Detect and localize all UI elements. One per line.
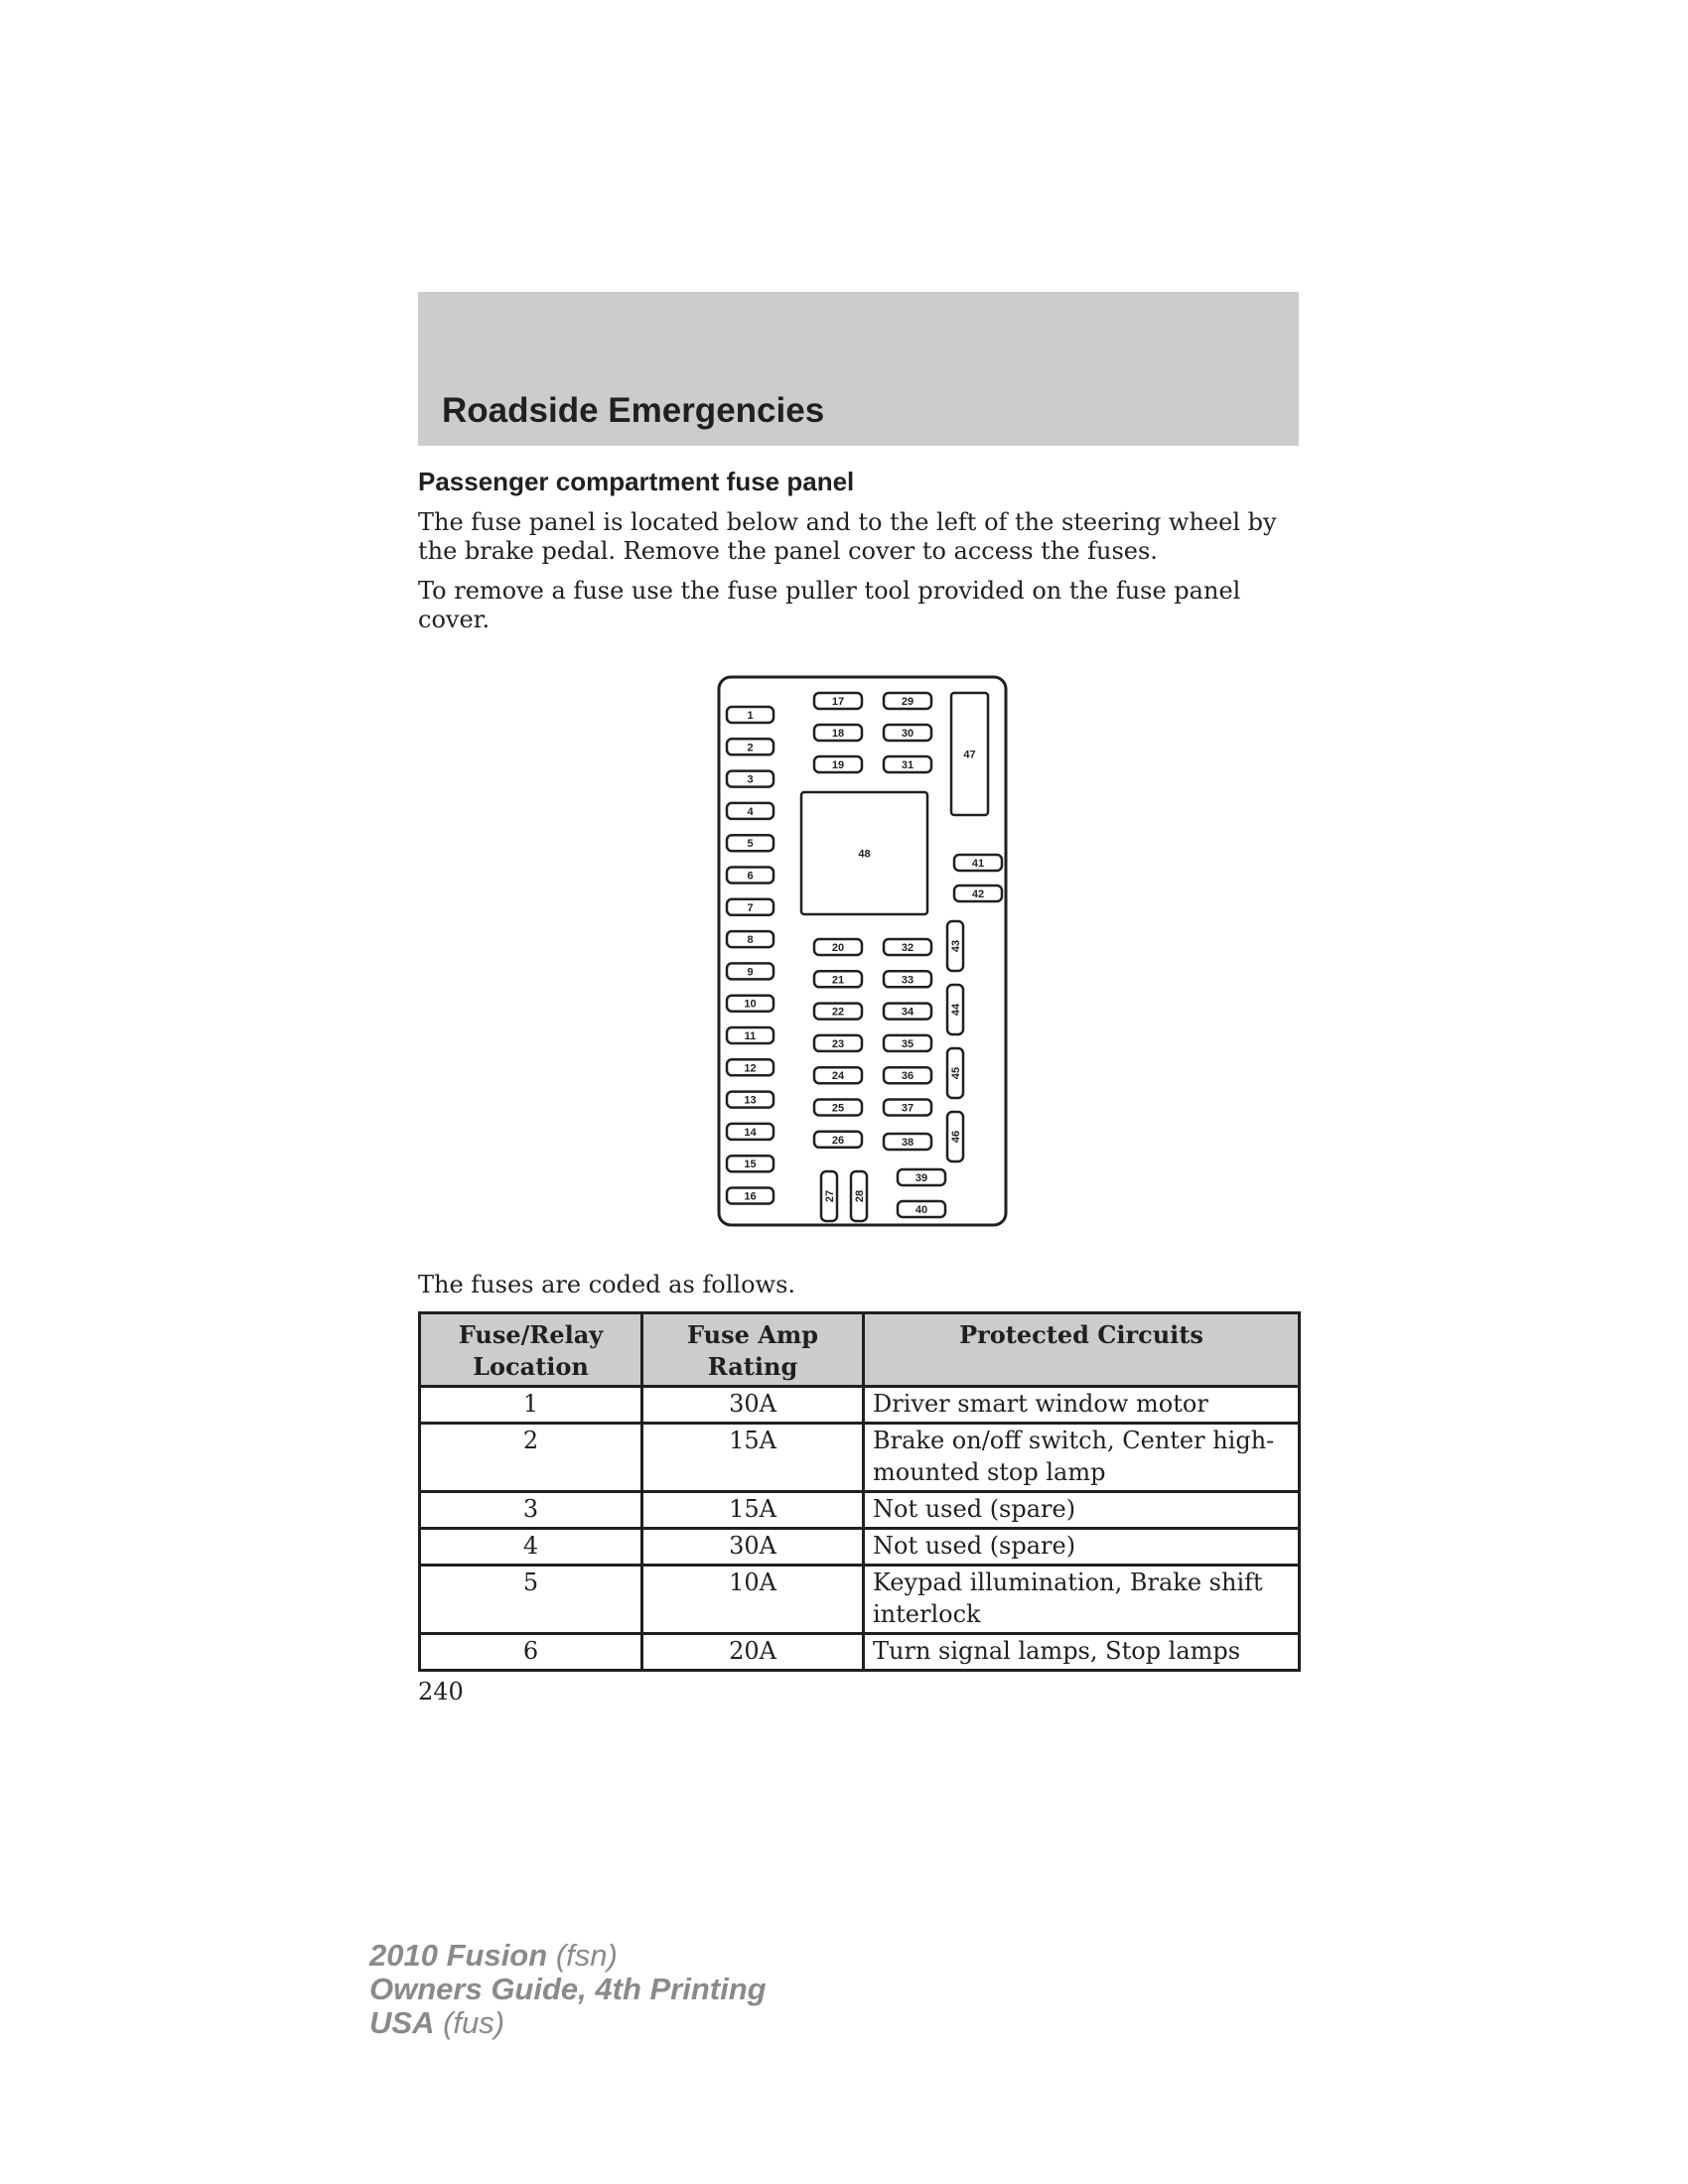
fuse-label-21: 21 (831, 974, 845, 987)
table-row (420, 1529, 1300, 1566)
fuse-table (418, 1311, 1301, 1672)
footer-line-3 (369, 2006, 767, 2040)
fuse-label-8: 8 (747, 934, 754, 947)
fuse-label-31: 31 (901, 759, 914, 771)
cell-rating: 30A (642, 1387, 864, 1424)
footer-model: 2010 Fusion (369, 1938, 548, 1973)
fuse-label-42: 42 (971, 888, 985, 900)
cell-rating: 15A (642, 1492, 864, 1529)
fuse-label-3: 3 (747, 773, 754, 786)
fuse-label-41: 41 (971, 858, 985, 870)
fuse-label-38: 38 (901, 1137, 914, 1149)
fuse-label-29: 29 (901, 696, 914, 708)
fuse-label-43: 43 (950, 939, 962, 953)
fuse-label-35: 35 (901, 1037, 914, 1050)
fuse-label-22: 22 (831, 1006, 845, 1019)
table-row (420, 1492, 1300, 1529)
fuse-label-16: 16 (744, 1190, 757, 1203)
fuse-label-5: 5 (747, 838, 754, 851)
relay-label-48: 48 (858, 848, 871, 861)
fuse-label-26: 26 (831, 1134, 845, 1147)
header-rating: Fuse Amp Rating (642, 1313, 864, 1387)
section-title: Roadside Emergencies (442, 391, 825, 430)
table-header-row (420, 1313, 1300, 1387)
cell-rating: 15A (642, 1424, 864, 1492)
fuse-label-18: 18 (831, 728, 845, 740)
fuse-label-6: 6 (747, 870, 754, 883)
table-intro: The fuses are coded as follows. (418, 1271, 796, 1298)
footer-country-code: (fus) (443, 2005, 505, 2040)
fuse-label-13: 13 (744, 1094, 757, 1107)
fuse-label-1: 1 (747, 710, 754, 722)
fuse-panel-location-paragraph: The fuse panel is located below and to the left of the steering wheel by the brake pedal. Remove the panel cover to access the fuses. (418, 508, 1277, 565)
cell-circuits: Not used (spare) (864, 1492, 1300, 1529)
cell-circuits: Keypad illumination, Brake shift interlock (864, 1566, 1300, 1634)
page-number: 240 (418, 1678, 464, 1706)
fuse-label-9: 9 (747, 966, 754, 979)
footer-country: USA (369, 2005, 435, 2040)
cell-circuits: Turn signal lamps, Stop lamps (864, 1634, 1300, 1671)
fuse-label-17: 17 (831, 696, 845, 708)
fuse-label-20: 20 (831, 942, 845, 954)
header-location: Fuse/Relay Location (420, 1313, 642, 1387)
cell-circuits: Driver smart window motor (864, 1387, 1300, 1424)
table-row (420, 1634, 1300, 1671)
header-circuits: Protected Circuits (864, 1313, 1300, 1387)
fuse-label-34: 34 (901, 1006, 914, 1019)
cell-rating: 10A (642, 1566, 864, 1634)
fuse-label-46: 46 (950, 1130, 962, 1144)
cell-location: 2 (420, 1424, 642, 1492)
fuse-panel-svg (717, 675, 1008, 1227)
cell-circuits: Not used (spare) (864, 1529, 1300, 1566)
fuse-label-2: 2 (747, 742, 754, 754)
table-row (420, 1566, 1300, 1634)
cell-rating: 30A (642, 1529, 864, 1566)
table-row (420, 1424, 1300, 1492)
footer-guide: Owners Guide, 4th Printing (369, 1972, 767, 2006)
fuse-label-30: 30 (901, 728, 914, 740)
footer-line-2 (369, 1973, 767, 2006)
fuse-label-14: 14 (744, 1126, 757, 1139)
cell-location: 1 (420, 1387, 642, 1424)
footer-model-code: (fsn) (555, 1938, 618, 1973)
fuse-label-15: 15 (744, 1159, 757, 1171)
fuse-label-12: 12 (744, 1062, 757, 1075)
fuse-puller-paragraph: To remove a fuse use the fuse puller tool provided on the fuse panel cover. (418, 577, 1241, 633)
subheading: Passenger compartment fuse panel (418, 467, 855, 496)
cell-location: 6 (420, 1634, 642, 1671)
cell-location: 5 (420, 1566, 642, 1634)
fuse-label-37: 37 (901, 1102, 914, 1115)
fuse-label-27: 27 (824, 1189, 836, 1203)
relay-label-47: 47 (963, 749, 976, 761)
table-row (420, 1387, 1300, 1424)
footer (369, 1939, 767, 2040)
fuse-label-36: 36 (901, 1070, 914, 1083)
fuse-label-28: 28 (854, 1189, 866, 1203)
fuse-panel-diagram (717, 675, 1008, 1227)
fuse-label-23: 23 (831, 1037, 845, 1050)
cell-location: 4 (420, 1529, 642, 1566)
fuse-label-32: 32 (901, 942, 914, 954)
fuse-label-44: 44 (950, 1003, 962, 1017)
fuse-label-45: 45 (950, 1066, 962, 1080)
fuse-label-24: 24 (831, 1070, 845, 1083)
fuse-label-25: 25 (831, 1102, 845, 1115)
fuse-label-19: 19 (831, 759, 845, 771)
fuse-label-40: 40 (914, 1204, 928, 1216)
fuse-label-7: 7 (747, 901, 754, 914)
fuse-label-4: 4 (747, 805, 754, 818)
fuse-label-33: 33 (901, 974, 914, 987)
fuse-label-39: 39 (914, 1172, 928, 1184)
fuse-label-10: 10 (744, 998, 757, 1011)
cell-location: 3 (420, 1492, 642, 1529)
fuse-label-11: 11 (744, 1030, 757, 1042)
cell-rating: 20A (642, 1634, 864, 1671)
cell-circuits: Brake on/off switch, Center high-mounted stop lamp (864, 1424, 1300, 1492)
footer-line-1 (369, 1939, 767, 1973)
